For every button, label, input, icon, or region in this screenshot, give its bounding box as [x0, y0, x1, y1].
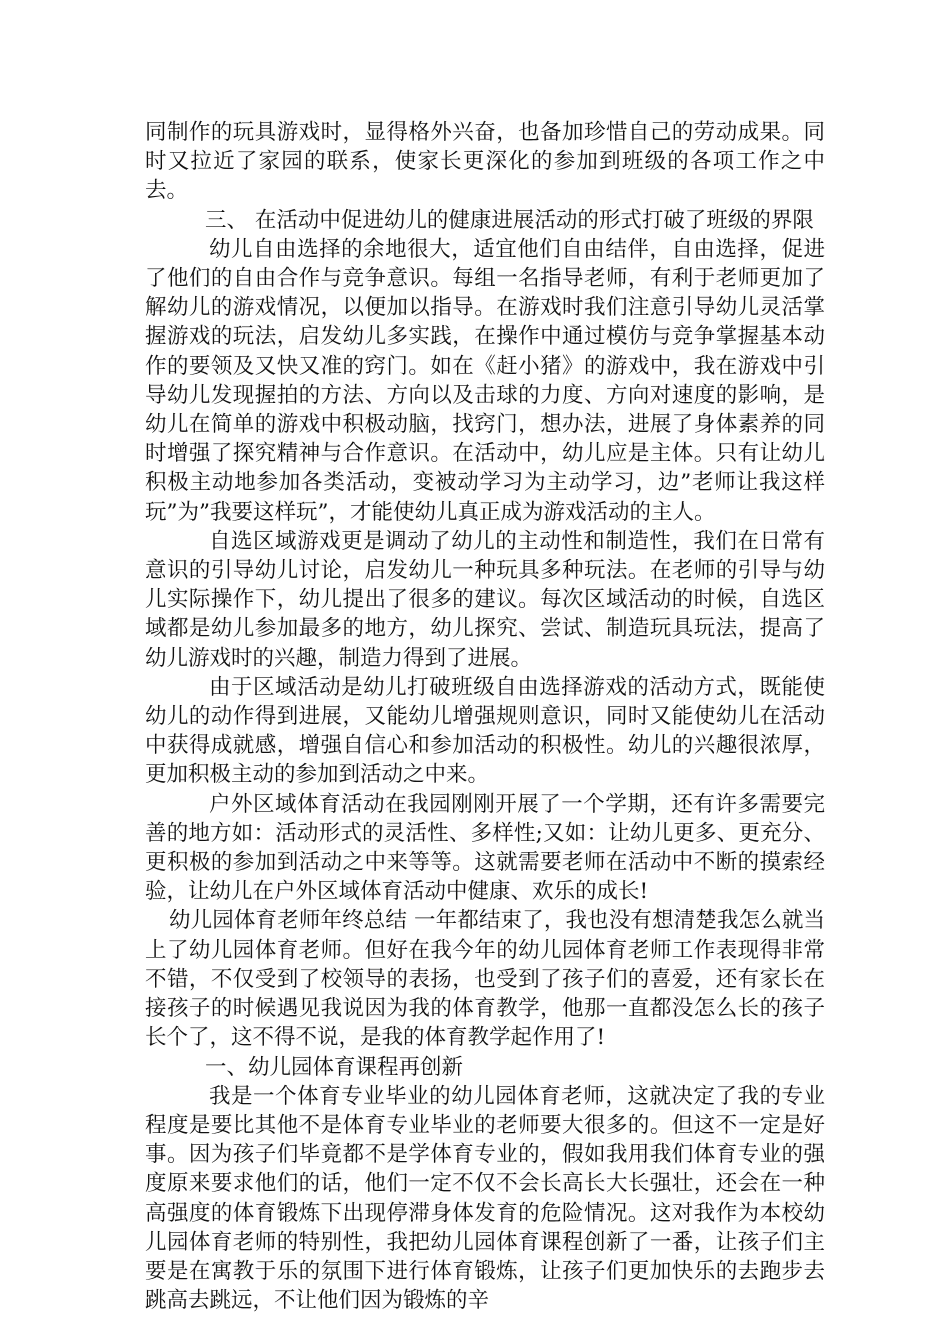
- paragraph-year-end-summary: 幼儿园体育老师年终总结 一年都结束了，我也没有想清楚我怎么就当上了幼儿园体育老师。但好在我今年的幼儿园体育老师工作表现得非常不错，不仅受到了校领导的表扬，也受到了孩子们的喜爱，还有家长在接孩子的时候遇见我说因为我的体育教学，他那一直都没怎么长的孩子长个了，这不得不说，是我的体育教学起作用了!: [145, 908, 825, 1051]
- section-heading-one: 一、幼儿园体育课程再创新: [205, 1054, 464, 1080]
- document-page: [145, 118, 825, 1315]
- paragraph-self-selected-area: 自选区域游戏更是调动了幼儿的主动性和制造性，我们在日常有意识的引导幼儿讨论，启发幼儿一种玩具多种玩法。在老师的引导与幼儿实际操作下，幼儿提出了很多的建议。每次区域活动的时候，自选区域都是幼儿参加最多的地方，幼儿探究、尝试、制造玩具玩法，提高了幼儿游戏时的兴趣，制造力得到了进展。: [145, 528, 825, 671]
- paragraph-outdoor-sports: 户外区域体育活动在我园刚刚开展了一个学期，还有许多需要完善的地方如：活动形式的灵活性、多样性;又如：让幼儿更多、更充分、更积极的参加到活动之中来等等。这就需要老师在活动中不断的摸索经验，让幼儿在户外区域体育活动中健康、欢乐的成长!: [145, 791, 825, 905]
- paragraph-continuation: 同制作的玩具游戏时，显得格外兴奋，也备加珍惜自己的劳动成果。同时又拉近了家园的联系，使家长更深化的参加到班级的各项工作之中去。: [145, 120, 825, 204]
- section-heading-three: 三、 在活动中促进幼儿的健康进展活动的形式打破了班级的界限: [205, 207, 814, 233]
- paragraph-free-choice: 幼儿自由选择的余地很大，适宜他们自由结伴，自由选择，促进了他们的自由合作与竞争意识。每组一名指导老师，有利于老师更加了解幼儿的游戏情况，以便加以指导。在游戏时我们注意引导幼儿灵活掌握游戏的玩法，启发幼儿多实践，在操作中通过模仿与竞争掌握基本动作的要领及又快又准的窍门。如在《赶小猪》的游戏中，我在游戏中引导幼儿发现握拍的方法、方向以及击球的力度、方向对速度的影响，是幼儿在简单的游戏中积极动脑，找窍门，想办法，进展了身体素养的同时增强了探究精神与合作意识。在活动中，幼儿应是主体。只有让幼儿积极主动地参加各类活动，变被动学习为主动学习，边”老师让我这样玩”为”我要这样玩”，才能使幼儿真正成为游戏活动的主人。: [145, 236, 825, 525]
- paragraph-course-innovation: 我是一个体育专业毕业的幼儿园体育老师，这就决定了我的专业程度是要比其他不是体育专业毕业的老师要大很多的。但这不一定是好事。因为孩子们毕竟都不是学体育专业的，假如我用我们体育专业的强度原来要求他们的话，他们一定不仅不会长高长大长强壮，还会在一种高强度的体育锻炼下出现停滞身体发育的危险情况。这对我作为本校幼儿园体育老师的特别性，我把幼儿园体育课程创新了一番，让孩子们主要是在寓教于乐的氛围下进行体育锻炼，让孩子们更加快乐的去跑步去跳高去跳远，不让他们因为锻炼的辛: [145, 1083, 825, 1314]
- paragraph-area-activity: 由于区域活动是幼儿打破班级自由选择游戏的活动方式，既能使幼儿的动作得到进展，又能幼儿增强规则意识，同时又能使幼儿在活动中获得成就感，增强自信心和参加活动的积极性。幼儿的兴趣很浓厚，更加积极主动的参加到活动之中来。: [145, 674, 825, 788]
